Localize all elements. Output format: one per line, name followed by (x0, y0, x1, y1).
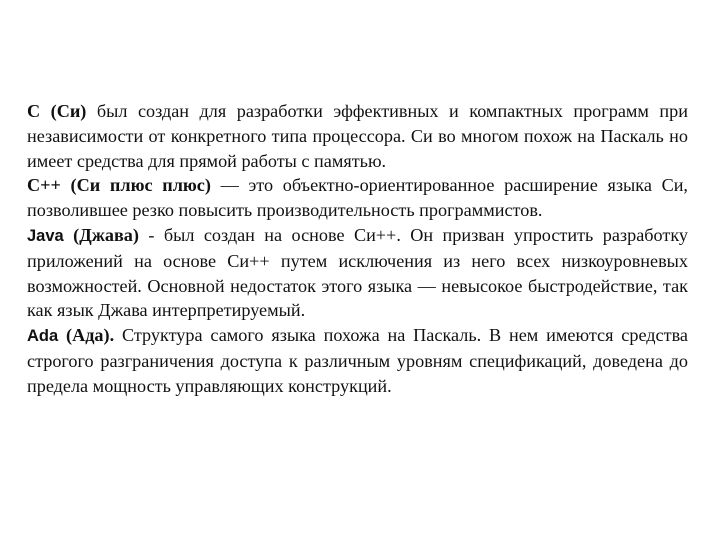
paragraph-c (27, 99, 688, 173)
paragraph-ada (27, 323, 688, 398)
term-ada-rest: (Ада). (58, 325, 115, 346)
term-c: С (Си) (27, 101, 87, 121)
document-body (27, 99, 688, 399)
term-java-rest: (Джава) (63, 224, 139, 245)
term-ada: Ada (27, 327, 59, 346)
paragraph-ada-text: Структура самого языка похожа на Паскаль. В нем имеются средства строгого разграничения доступа к различным уровням спецификаций, доведена до предела мощность управляющих конструкций. (27, 325, 688, 396)
paragraph-java-text: - был создан на основе Си++. Он призван упростить разработку приложений на основе Си++ путем исключения из него всех низкоуровневых возможностей. Основной недостаток этого языка — невысокое быстродействие, так как язык Джава интерпретируемый. (27, 224, 688, 321)
paragraph-java (27, 223, 688, 323)
paragraph-c-text: был создан для разработки эффективных и компактных программ при независимости от конкретного типа процессора. Си во многом похож на Паскаль но имеет средства для прямой работы с памятью. (27, 101, 688, 171)
term-java: Java (27, 226, 64, 245)
term-cpp: С++ (Си плюс плюс) (27, 175, 211, 196)
paragraph-cpp (27, 173, 688, 223)
paragraph-cpp-text: — это объектно-ориентированное расширение языка Си, позволившее резко повысить производительность программистов. (27, 175, 688, 221)
